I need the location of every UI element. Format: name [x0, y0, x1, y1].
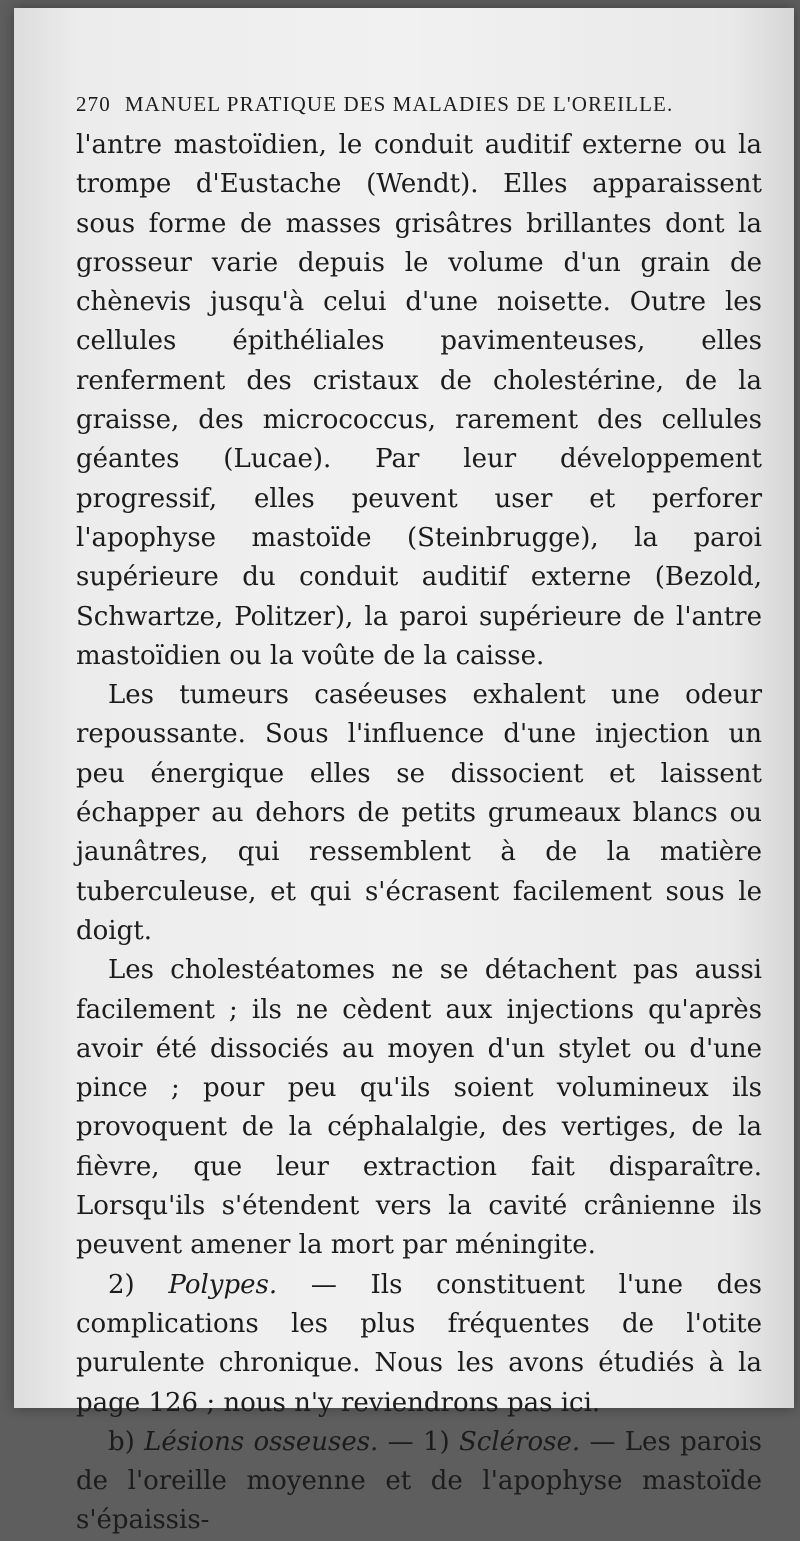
running-title: MANUEL PRATIQUE DES MALADIES DE L'OREILLE.: [124, 92, 674, 116]
paragraph-5-heading: Lésions osseuses.: [144, 1426, 379, 1457]
paragraph-1-text: l'antre mastoïdien, le conduit auditif externe ou la trompe d'Eustache (Wendt). Elles apparaissent sous forme de masses grisâtres brillantes dont la grosseur varie depuis le volume d'un grain de chènevis jusqu'à celui d'une noisette. Outre les cellules épithéliales pavimenteuses, elles renferment des cristaux de cholestérine, de la graisse, des micrococcus, rarement des cellules géantes (Lucae). Par leur développement progressif, elles peuvent user et perforer l'apophyse mastoïde (Steinbrugge), la paroi supérieure du conduit auditif externe (Bezold, Schwartze, Politzer), la paroi supérieure de l'antre mastoïdien ou la voûte de la caisse.: [76, 130, 762, 671]
paragraph-2: [76, 676, 762, 951]
body-text: [76, 126, 762, 1541]
running-header: [76, 92, 746, 117]
paragraph-5: [76, 1423, 762, 1541]
paragraph-5-text: — Les parois de l'oreille moyenne et de l'apophyse mastoïde s'épaissis-: [76, 1426, 762, 1536]
page-number: 270: [76, 92, 111, 116]
paragraph-5-dash: — 1): [387, 1426, 450, 1457]
paragraph-4: [76, 1266, 762, 1423]
paragraph-3-text: Les cholestéatomes ne se détachent pas aussi facilement ; ils ne cèdent aux injections qu'après avoir été dissociés au moyen d'un stylet ou d'une pince ; pour peu qu'ils soient volumineux ils provoquent de la céphalalgie, des vertiges, de la fièvre, que leur extraction fait disparaître. Lorsqu'ils s'étendent vers la cavité crânienne ils peuvent amener la mort par méningite.: [76, 955, 762, 1261]
paragraph-1: [76, 126, 762, 676]
paragraph-5-subheading: Sclérose.: [458, 1426, 581, 1457]
paragraph-4-heading: Polypes.: [168, 1269, 278, 1300]
paragraph-4-text: — Ils constituent l'une des complications les plus fréquentes de l'otite purulente chronique. Nous les avons étudiés à la page 126 ; nous n'y reviendrons pas ici.: [76, 1269, 763, 1418]
book-page: [14, 8, 794, 1536]
paragraph-4-number: 2): [108, 1269, 135, 1300]
paragraph-5-number: b): [108, 1426, 135, 1457]
paragraph-2-text: Les tumeurs caséeuses exhalent une odeur repoussante. Sous l'influence d'une injection un peu énergique elles se dissocient et laissent échapper au dehors de petits grumeaux blancs ou jaunâtres, qui ressemblent à de la matière tuberculeuse, et qui s'écrasent facilement sous le doigt.: [76, 680, 762, 946]
paragraph-3: [76, 951, 762, 1265]
